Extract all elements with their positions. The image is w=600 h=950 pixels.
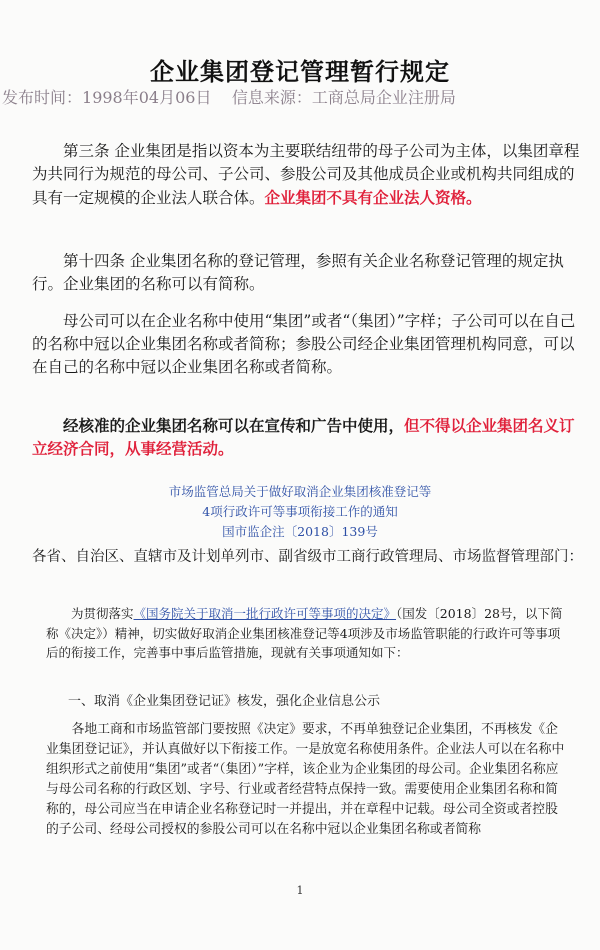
page-number: 1 bbox=[296, 884, 304, 897]
intro-text-b: （国发〔2018〕28号，以下简称《决定》）精神，切实做好取消企业集团核准登记等4项涉及市场监管职能的行政许可等事项后的衔接工作，完善事中事后监管措施，现就有关事项通知如下： bbox=[46, 606, 563, 660]
notice-heading bbox=[0, 482, 600, 542]
source-value: 工商总局企业注册局 bbox=[311, 88, 456, 107]
document-meta bbox=[2, 86, 592, 110]
article-14: 第十四条 企业集团名称的登记管理，参照有关企业名称登记管理的规定执行。企业集团的名称可以有简称。 bbox=[32, 252, 564, 293]
article-3 bbox=[32, 140, 584, 210]
paragraph-advertising bbox=[32, 414, 584, 460]
section-1-body: 各地工商和市场监管部门要按照《决定》要求，不再单独登记企业集团，不再核发《企业集团登记证》，并认真做好以下衔接工作。一是放宽名称使用条件。企业法人可以在名称中组织形式之前使用“集团”或者“（集团）”字样，该企业为企业集团的母公司。企业集团名称应与母公司名称的行政区划、字号、行业或者经营特点保持一致。需要使用企业集团名称和简称的，母公司应当在申请企业名称登记时一并提出，并在章程中记载。母公司全资或者控股的子公司、经母公司授权的参股公司可以在名称中冠以企业集团名称或者简称 bbox=[46, 722, 565, 837]
publish-date-label: 发布时间： bbox=[2, 88, 83, 107]
state-council-decision-link[interactable]: 《国务院关于取消一批行政许可等事项的决定》 bbox=[133, 606, 397, 621]
publish-date: 1998年04月06日 bbox=[82, 88, 212, 107]
intro-text-a: 为贯彻落实 bbox=[71, 606, 134, 621]
intro-paragraph bbox=[46, 604, 568, 663]
paragraph-naming: 母公司可以在企业名称中使用“集团”或者“（集团）”字样；子公司可以在自己的名称中冠以企业集团名称或者简称；参股公司经企业集团管理机构同意，可以在自己的名称中冠以企业集团名称或者简称。 bbox=[32, 312, 576, 376]
notice-title-line2: 4项行政许可等事项衔接工作的通知 bbox=[202, 504, 398, 519]
advertising-text: 经核准的企业集团名称可以在宣传和广告中使用， bbox=[63, 416, 405, 435]
addressee: 各省、自治区、直辖市及计划单列市、副省级市工商行政管理局、市场监督管理部门： bbox=[32, 549, 583, 565]
advertising-highlight: 但不得以企业集团名义订立经济合同，从事经营活动。 bbox=[32, 416, 575, 458]
section-1-heading: 一、取消《企业集团登记证》核发，强化企业信息公示 bbox=[68, 694, 381, 709]
page-title: 企业集团登记管理暂行规定 bbox=[150, 58, 450, 86]
notice-number: 国市监企注〔2018〕139号 bbox=[222, 524, 378, 539]
notice-title-line1: 市场监管总局关于做好取消企业集团核准登记等 bbox=[168, 484, 432, 499]
source-label: 信息来源： bbox=[231, 88, 312, 107]
article-3-highlight: 企业集团不具有企业法人资格。 bbox=[264, 188, 482, 207]
article-3-text: 第三条 企业集团是指以资本为主要联结纽带的母子公司为主体，以集团章程为共同行为规范的母公司、子公司、参股公司及其他成员企业或机构共同组成的具有一定规模的企业法人联合体。 bbox=[32, 142, 580, 207]
